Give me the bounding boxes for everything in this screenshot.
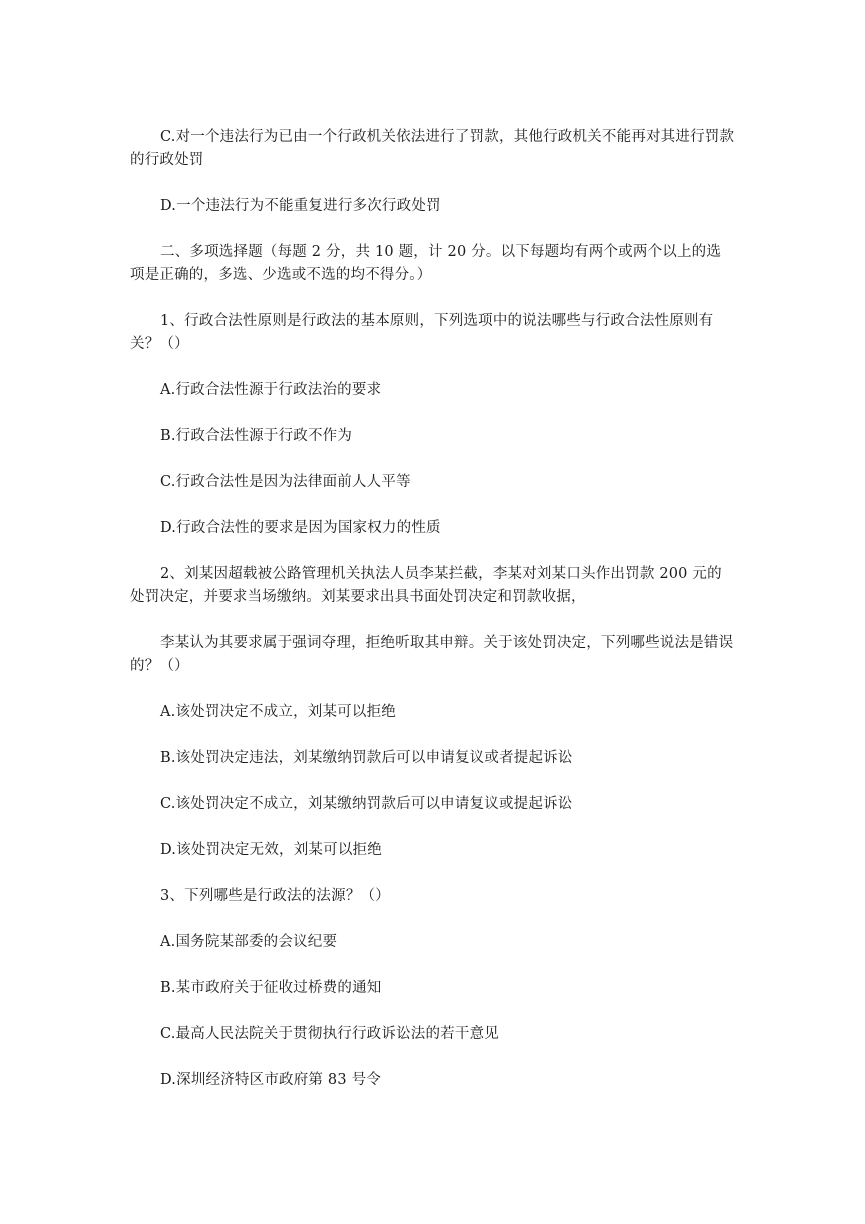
- option-d-q-prev: D.一个违法行为不能重复进行多次行政处罚: [160, 198, 441, 214]
- q1-option-d: D.行政合法性的要求是因为国家权力的性质: [160, 520, 441, 536]
- question-2-part-2: 李某认为其要求属于强词夺理，拒绝听取其申辩。关于该处罚决定，下列哪些说法是错误的？（）: [130, 635, 734, 674]
- q3-option-b: B.某市政府关于征收过桥费的通知: [160, 980, 382, 996]
- q2-option-d: D.该处罚决定无效，刘某可以拒绝: [160, 842, 382, 858]
- q2-option-c: C.该处罚决定不成立，刘某缴纳罚款后可以申请复议或提起诉讼: [160, 796, 573, 812]
- q3-option-d: D.深圳经济特区市政府第 83 号令: [160, 1072, 381, 1088]
- section-heading-multiple-choice: 二、多项选择题（每题 2 分，共 10 题，计 20 分。以下每题均有两个或两个以上的选项是正确的，多选、少选或不选的均不得分。）: [130, 244, 722, 283]
- question-1: 1、行政合法性原则是行政法的基本原则，下列选项中的说法哪些与行政合法性原则有关？（）: [130, 313, 714, 352]
- q1-option-b: B.行政合法性源于行政不作为: [160, 428, 353, 444]
- q1-option-c: C.行政合法性是因为法律面前人人平等: [160, 474, 411, 490]
- option-c-q-prev: C.对一个违法行为已由一个行政机关依法进行了罚款，其他行政机关不能再对其进行罚款的行政处罚: [130, 129, 735, 168]
- q2-option-a: A.该处罚决定不成立，刘某可以拒绝: [160, 704, 396, 720]
- document-body: [130, 126, 735, 1092]
- q3-option-a: A.国务院某部委的会议纪要: [160, 934, 338, 950]
- question-2-part-1: 2、刘某因超载被公路管理机关执法人员李某拦截，李某对刘某口头作出罚款 200 元的处罚决定，并要求当场缴纳。刘某要求出具书面处罚决定和罚款收据，: [130, 566, 722, 605]
- q2-option-b: B.该处罚决定违法，刘某缴纳罚款后可以申请复议或者提起诉讼: [160, 750, 573, 766]
- question-3: 3、下列哪些是行政法的法源？（）: [160, 888, 390, 904]
- q3-option-c: C.最高人民法院关于贯彻执行行政诉讼法的若干意见: [160, 1026, 499, 1042]
- q1-option-a: A.行政合法性源于行政法治的要求: [160, 382, 382, 398]
